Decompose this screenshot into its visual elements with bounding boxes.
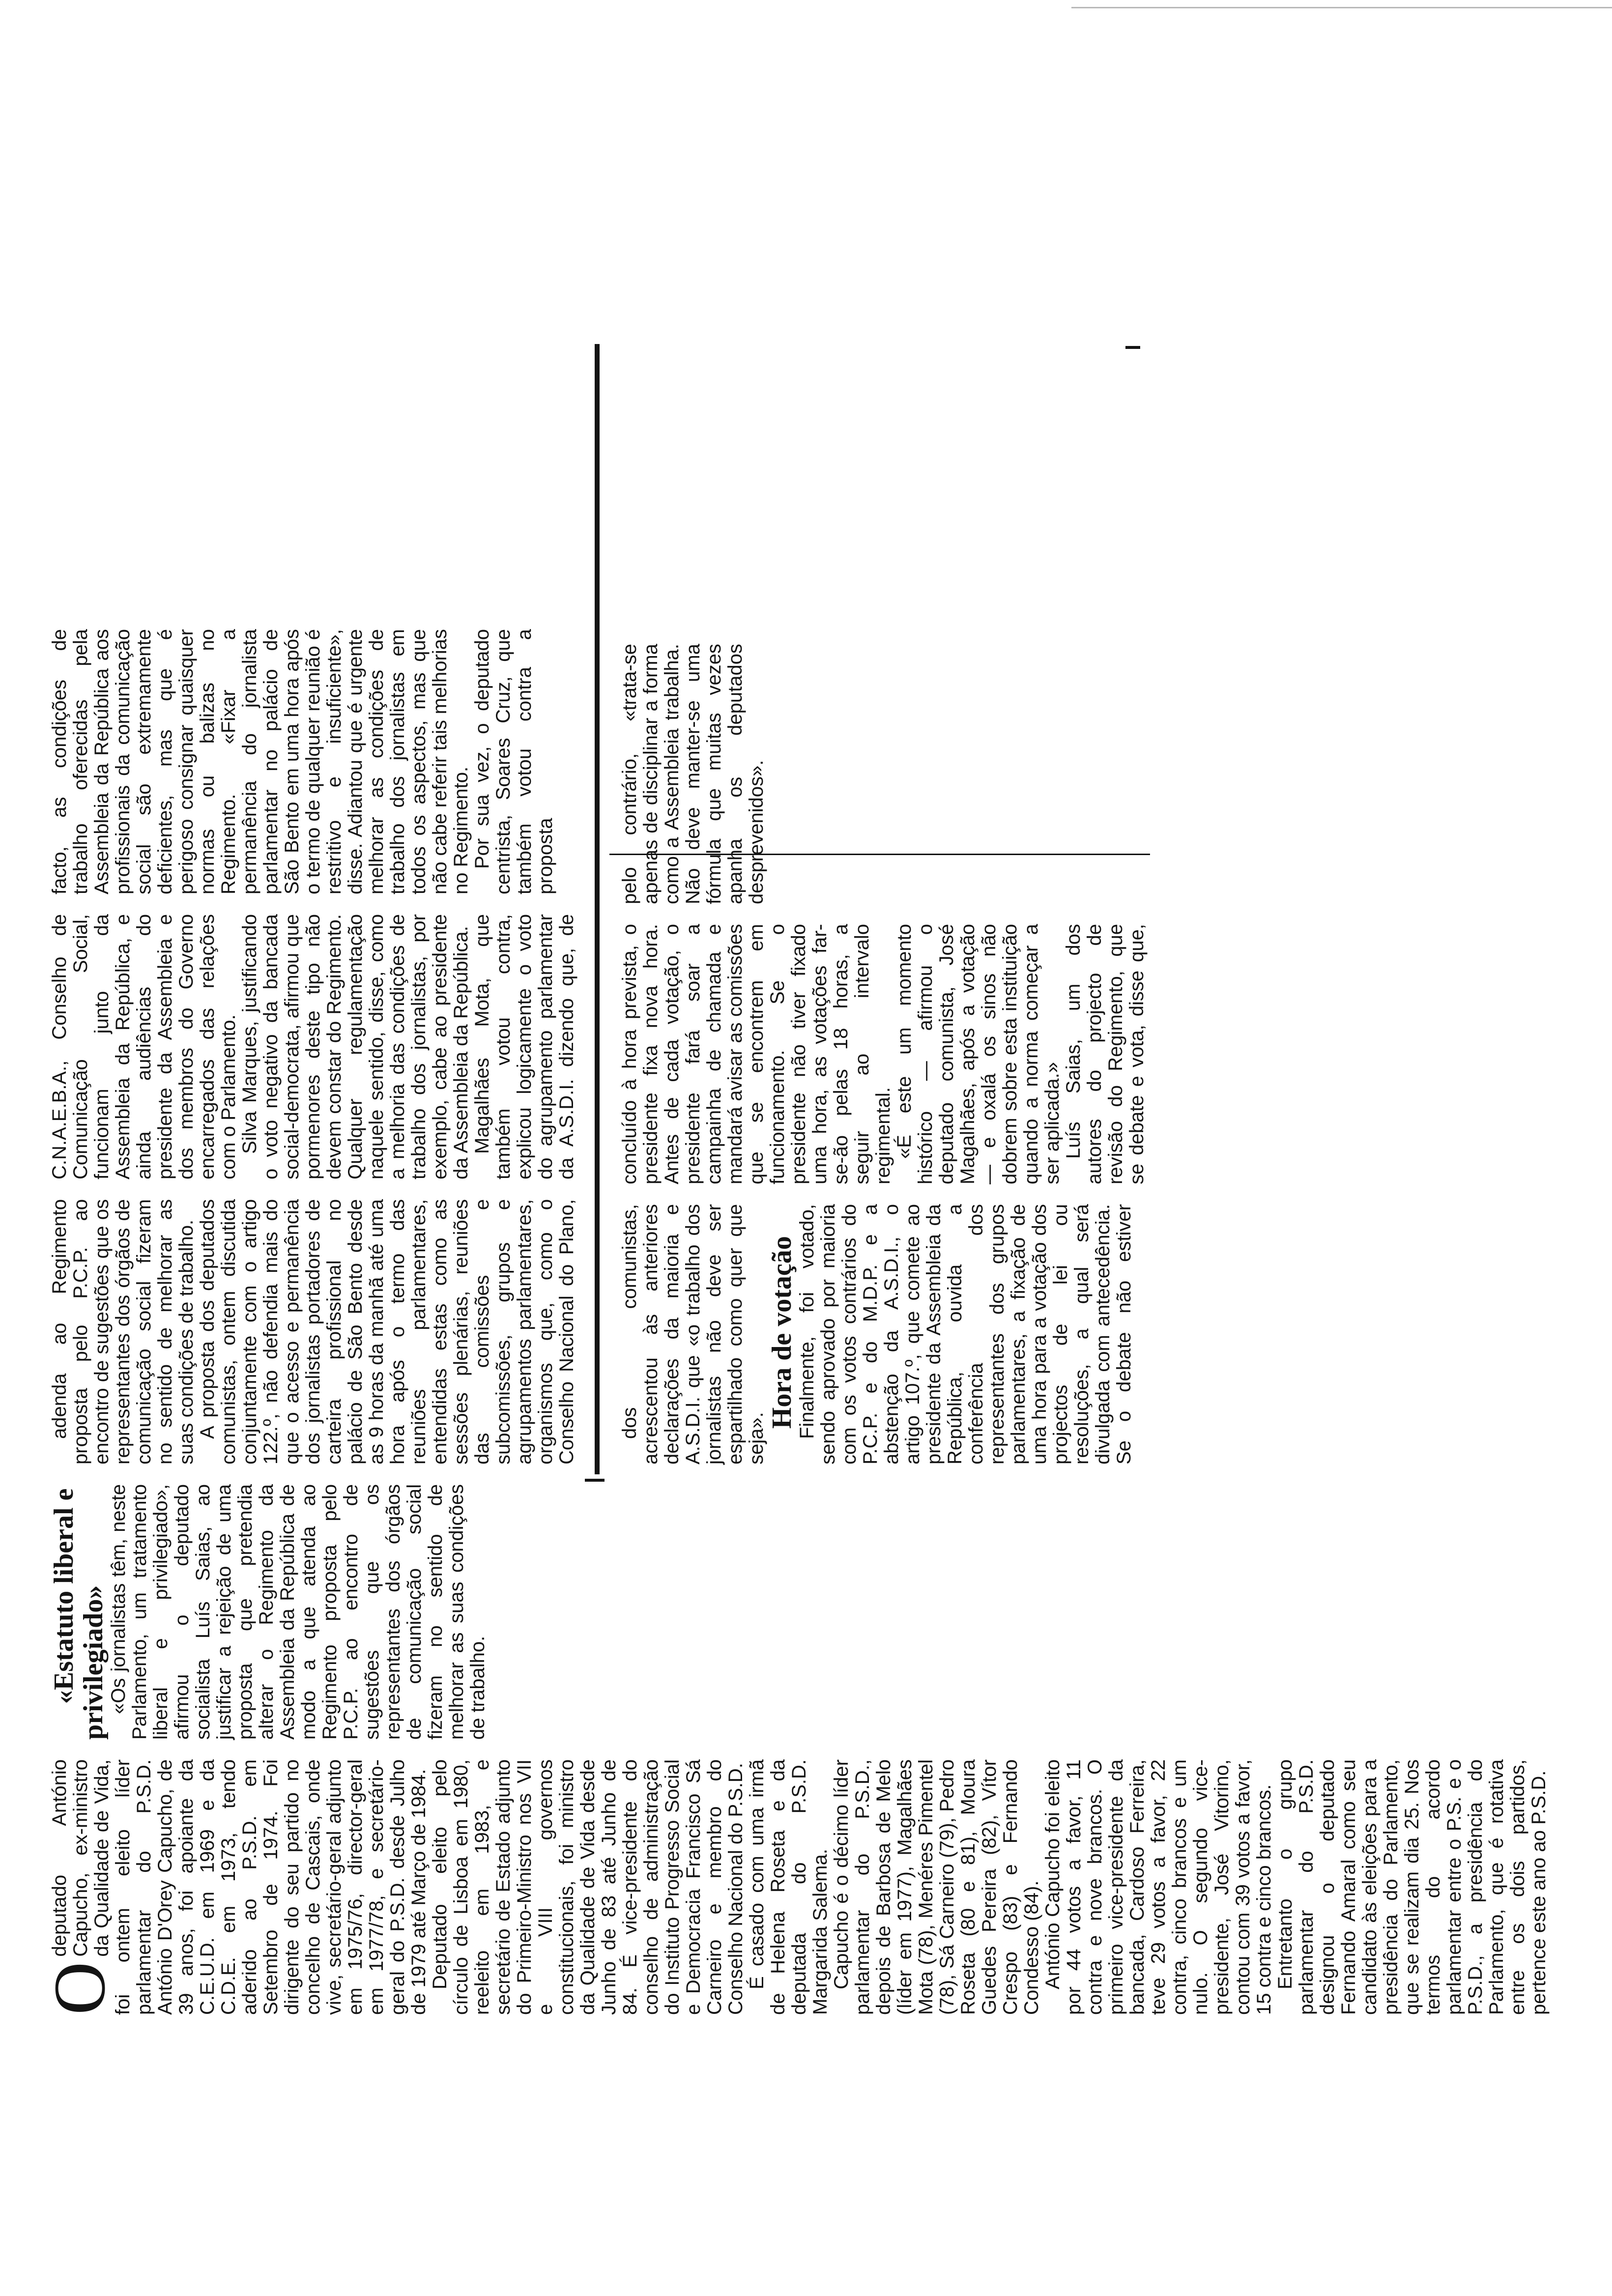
paragraph: «Os jornalistas têm, neste Parlamento, um tratamento liberal e privilegiado», afirmou o deputado socialista Luís Saias, ao justificar a rejeição de uma proposta que pretendia alterar o Regimento da Assembleia da República de modo a que atenda ao Regimento proposta pelo P.C.P. ao encontro de sugestões que os representantes dos órgãos de comunicação social fizeram no sentido de melhorar as suas condições de trabalho.	[108, 1484, 489, 1740]
paragraph: Finalmente, foi votado, sendo aprovado por maioria com os votos contrários do P.C.P. e do M.D.P. e a abstenção da A.S.D.I., o artigo 107.º, que comete ao presidente da Assembleia da República, ouvida a conferência dos representantes dos grupos parlamentares, a fixação de uma hora para a votação dos projectos de lei ou resoluções, a qual será divulgada com antecedência. Se o debate não estiver concluído à hora prevista, o presidente fixa nova hora. Antes de cada votação, o presidente fará soar a campainha de chamada e mandará avisar as comissões que se encontrem em funcionamento. Se o presidente não tiver fixado uma hora, as votações far-se-ão pelas 18 horas, a seguir ao intervalo regimental.	[619, 924, 1135, 1464]
paragraph: António Capucho foi eleito por 44 votos a favor, 11 contra e nove brancos. O primeiro vice-presidente da bancada, Cardoso Ferreira, teve 29 votos a favor, 22 contra, cinco brancos e um nulo. O segundo vice-presidente, José Vitorino, contou com 39 votos a favor, 15 contra e cinco brancos.	[1042, 1759, 1275, 2015]
paragraph: Entretanto o grupo parlamentar do P.S.D. designou o deputado Fernando Amaral como seu candidato às eleições para a presidência do Parlamento, que se realizam dia 25. Nos termos do acordo parlamentar entre o P.S. e o P.S.D., a presidência do Parlamento, que é rotativa entre os dois partidos, pertence este ano ao P.S.D.	[1274, 1759, 1550, 2015]
paragraph: adenda ao Regimento proposta pelo P.C.P. ao encontro de sugestões que os representantes dos órgãos de comunicação social fizeram no sentido de melhorar as suas condições de trabalho.	[49, 1199, 197, 1464]
paragraph: Deputado eleito pelo círculo de Lisboa em 1980, reeleito em 1983, e secretário de Estado adjunto do Primeiro-Ministro nos VII e VIII governos constitucionais, foi ministro da Qualidade de Vida desde Junho de 83 até Junho de 84. É vice-presidente do conselho de administração do Instituto Progresso Social e Democracia Francisco Sá Carneiro e membro do Conselho Nacional do P.S.D.	[429, 1759, 747, 2015]
subhead-hora-de-votacao: Hora de votação	[767, 1236, 797, 1429]
article-columns-top-right	[49, 344, 585, 1464]
paragraph: Por sua vez, o deputado centrista, Soares Cruz, que também votou contra a proposta	[471, 629, 556, 894]
paragraph: Magalhães Mota, que também votou contra, explicou logicamente o voto do agrupamento parlamentar da A.S.D.I. dizendo que, de facto, as condições de trabalho oferecidas pela Assembleia da República aos profissionais da comunicação social são extremamente deficientes, mas que é perigoso consignar quaisquer normas ou balizas no Regimento. «Fixar a permanência do jornalista parlamentar no palácio de São Bento em uma hora após o termo de qualquer reunião é restritivo e insuficiente», disse. Adiantou que é urgente melhorar as condições de trabalho dos jornalistas em todos os aspectos, mas que não cabe referir tais melhorias no Regimento.	[49, 629, 577, 1179]
paragraph: Silva Marques, justificando o voto negativo da bancada social-democrata, afirmou que pormenores deste tipo não devem constar do Regimento. Qualquer regulamentação naquele sentido, disse, como a melhoria das condições de trabalho dos jornalistas, por exemplo, cabe ao presidente da Assembleia da República.	[239, 914, 472, 1179]
crop-mark	[585, 1479, 604, 1482]
paragraph: «É este um momento histórico — afirmou o deputado comunista, José Magalhães, após a votação — e oxalá os sinos não dobrem sobre esta instituição quando a norma começar a ser aplicada.»	[893, 924, 1063, 1184]
lead-paragraph-text: deputado António Capucho, ex-ministro da Qualidade de Vida, foi ontem eleito líder parlamentar do P.S.D. António D'Orey Capucho, de 39 anos, foi apoiante da C.E.U.D. em 1969 e da C.D.E. em 1973, tendo aderido ao P.S.D. em Setembro de 1974. Foi dirigente do seu partido no concelho de Cascais, onde vive, secretário-geral adjunto em 1975/76, director-geral em 1977/78, e secretário-geral do P.S.D. desde Julho de 1979 até Março de 1984.	[49, 1759, 430, 2015]
scan-edge-rule	[1071, 7, 1612, 8]
lead-paragraph	[39, 1759, 430, 2015]
article-column-2	[49, 1484, 1150, 1740]
crop-mark	[1125, 346, 1140, 349]
drop-cap: O	[39, 1961, 120, 2015]
subhead-estatuto: «Estatuto liberal e privilegiado»	[49, 1488, 109, 1740]
article-columns-bottom-right	[619, 644, 1155, 1464]
newspaper-clipping	[29, 344, 1550, 2015]
paragraph: dos comunistas, acrescentou às anteriores declarações da maioria e A.S.D.I. que «o trabalho dos jornalistas não deve ser espartilhado como quer que seja».	[619, 1204, 767, 1464]
section-divider-rule	[595, 344, 600, 1474]
paragraph: Luís Saias, um dos autores do projecto de revisão do Regimento, que se debate e vota, disse que, pelo contrário, «trata-se apenas de disciplinar a forma como a Assembleia trabalha. Não deve manter-se uma fórmula que muitas vezes apanha os deputados desprevenidos».	[619, 644, 1148, 1184]
paragraph: A proposta dos deputados comunistas, ontem discutida conjuntamente com o artigo 122.º, não defendia mais do que o acesso e permanência dos jornalistas portadores de carteira profissional no palácio de São Bento desde as 9 horas da manhã até uma hora após o termo das reuniões parlamentares, entendidas estas como as sessões plenárias, reuniões das comissões e subcomissões, grupos e agrupamentos parlamentares, organismos que, como o Conselho Nacional do Plano, C.N.A.E.B.A., Conselho de Comunicação Social, funcionam junto da Assembleia da República, e ainda audiências do presidente da Assembleia e dos membros do Governo encarregados das relações com o Parlamento.	[49, 914, 577, 1464]
paragraph: Capucho é o décimo líder parlamentar do P.S.D., depois de Barbosa de Melo (líder em 1977), Magalhães Mota (78), Menéres Pimentel (78), Sá Carneiro (79), Pedro Roseta (80 e 81), Moura Guedes Pereira (82), Vítor Crespo (83) e Fernando Condesso (84).	[831, 1759, 1042, 2015]
article-column-1	[39, 1759, 1550, 2015]
paragraph: É casado com uma irmã de Helena Roseta e da deputada do P.S.D. Margarida Salema.	[746, 1759, 831, 2015]
